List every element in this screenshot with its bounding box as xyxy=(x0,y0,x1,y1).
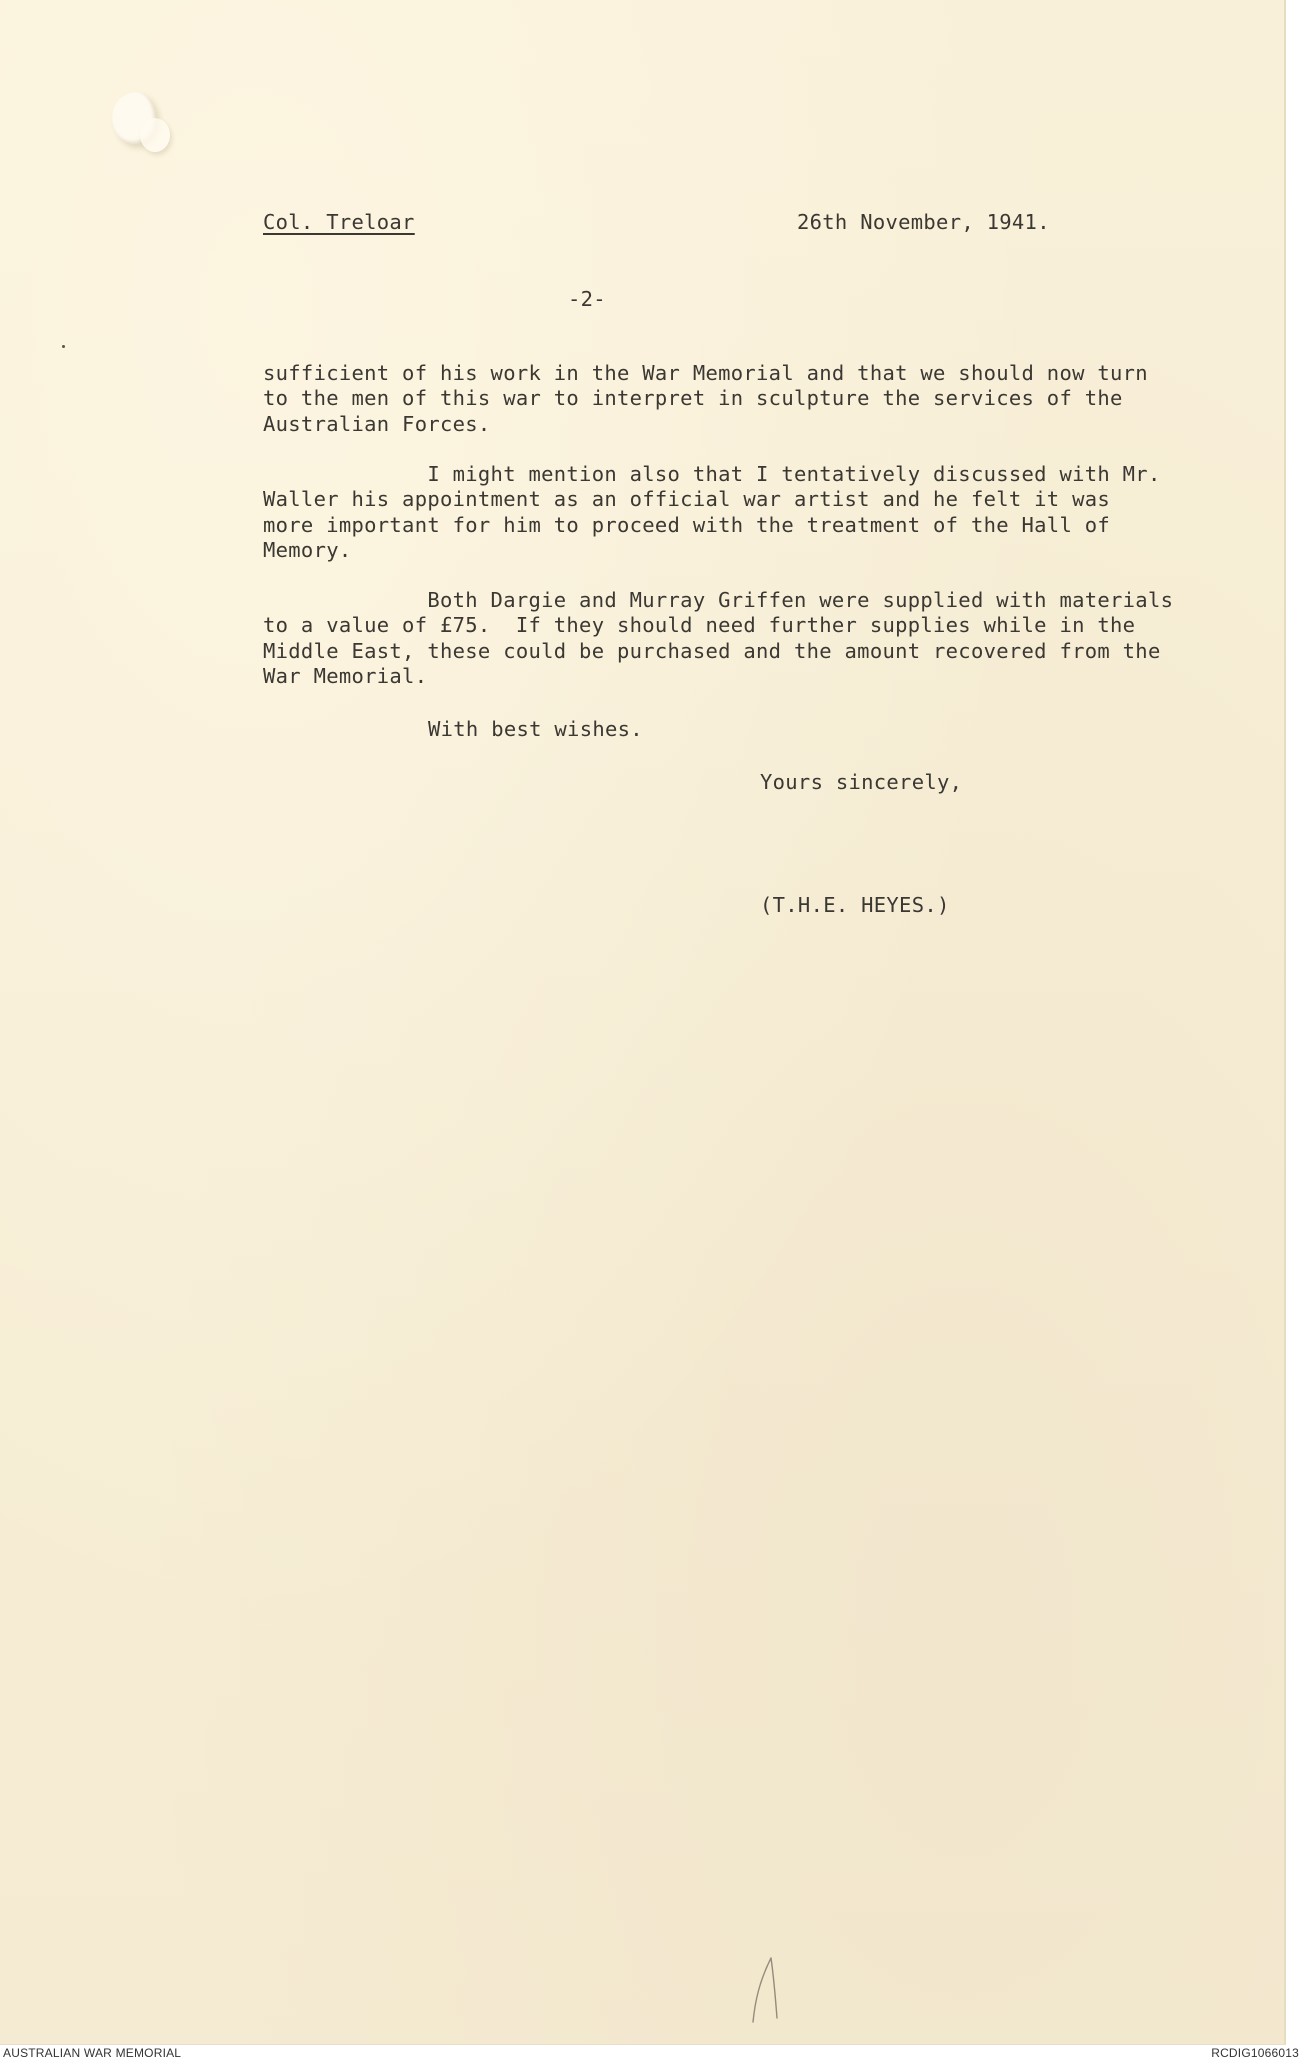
paragraph-line: I might mention also that I tentatively discussed with Mr. xyxy=(263,462,1161,486)
archive-reference: RCDIG1066013 xyxy=(1211,2046,1299,2060)
paragraph-line: Memory. xyxy=(263,537,352,562)
paragraph-line: to a value of £75. If they should need further supplies while in the xyxy=(263,613,1136,638)
page-number: -2- xyxy=(568,287,606,311)
paragraph-line: Waller his appointment as an official war artist and he felt it was xyxy=(263,487,1111,512)
paragraph-line: to the men of this war to interpret in sculpture the services of the xyxy=(263,386,1123,411)
paragraph-line: Australian Forces. xyxy=(263,411,491,436)
archive-credit: AUSTRALIAN WAR MEMORIAL xyxy=(3,2046,182,2060)
paragraph-2 xyxy=(263,462,1183,563)
paragraph-line: more important for him to proceed with the treatment of the Hall of xyxy=(263,512,1111,537)
paragraph-1 xyxy=(263,361,1183,437)
paragraph-line: sufficient of his work in the War Memorial and that we should now turn xyxy=(263,361,1148,385)
punch-hole-tear xyxy=(140,118,170,152)
addressee: Col. Treloar xyxy=(263,210,415,234)
paragraph-line: War Memorial. xyxy=(263,663,428,688)
closing-line: With best wishes. xyxy=(428,717,643,741)
margin-speck xyxy=(62,345,65,348)
letter-date: 26th November, 1941. xyxy=(797,210,1050,234)
signatory-name: (T.H.E. HEYES.) xyxy=(760,893,950,917)
valediction: Yours sincerely, xyxy=(760,770,963,794)
pencil-mark xyxy=(745,1952,785,2024)
paragraph-line: Middle East, these could be purchased and the amount recovered from the xyxy=(263,638,1161,663)
paragraph-line: Both Dargie and Murray Griffen were supplied with materials xyxy=(263,588,1174,612)
paragraph-3 xyxy=(263,588,1183,689)
